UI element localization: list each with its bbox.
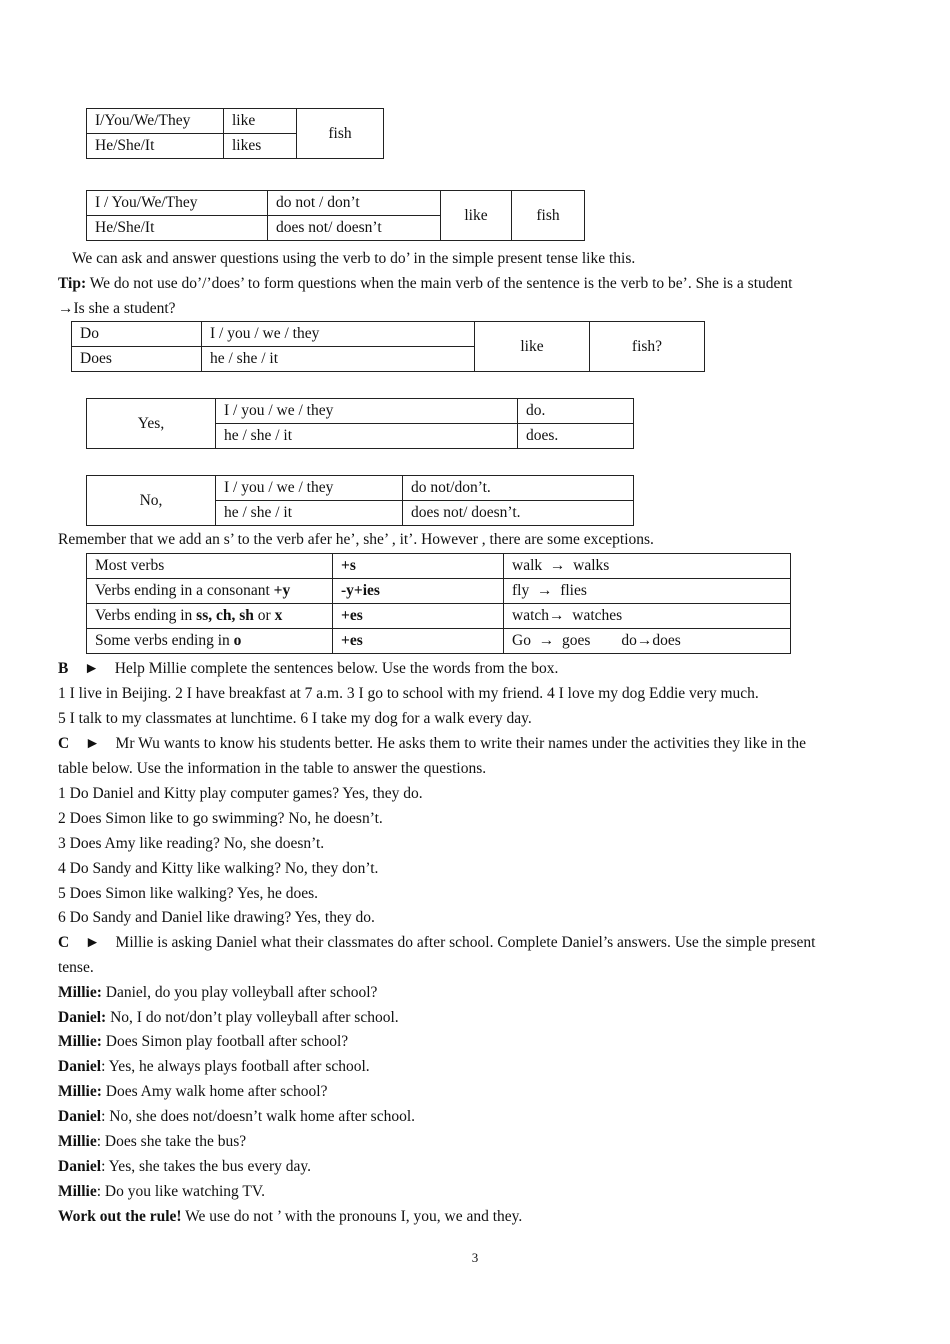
section-instruction: Help Millie complete the sentences below. Use the words from the box. [114,660,559,677]
table-cell: +es [333,629,504,654]
arrow-icon: → [549,557,566,574]
table-cell: Verbs ending in a consonant +y [87,579,333,604]
table-cell: fish [297,109,384,159]
dialogue-line: Millie: Does Simon play football after school? [58,1033,349,1050]
section-letter: C [58,735,70,752]
arrow-icon: → [549,607,565,624]
table-cell: I / you / we / they [216,399,518,424]
section-instruction-cont: tense. [58,959,94,976]
qa-line: 3 Does Amy like reading? No, she doesn’t. [58,835,325,852]
table-cell: walk → walks [504,554,791,579]
tip-label: Tip: [58,275,87,292]
table-cell: fish? [590,322,705,372]
table-cell: +es [333,604,504,629]
speaker: Daniel [58,1108,102,1125]
table-cell: Verbs ending in ss, ch, sh or x [87,604,333,629]
tip-text: We do not use do’/’does’ to form questions when the main verb of the sentence is the verb to be’. She is a student [86,275,793,292]
section-letter: B [58,660,69,677]
speaker: Daniel [58,1058,102,1075]
table-cell: fly → flies [504,579,791,604]
qa-line: 6 Do Sandy and Daniel like drawing? Yes, they do. [58,909,375,926]
table-cell: No, [87,476,216,526]
table-cell: like [441,191,512,241]
table-cell: does not/ doesn’t [268,216,441,241]
table-cell: do. [518,399,634,424]
intro-line: We can ask and answer questions using the verb to do’ in the simple present tense like this. [72,250,636,267]
work-out-label: Work out the rule! [58,1208,182,1225]
table-cell: He/She/It [87,216,268,241]
table-cell: Most verbs [87,554,333,579]
table-cell: Do [72,322,202,347]
yes-answer-table [86,398,634,449]
speaker: Millie: [58,1033,102,1050]
table-cell: does not/ doesn’t. [403,501,634,526]
table-cell: Yes, [87,399,216,449]
section-c2-heading [58,931,815,955]
table-cell: Some verbs ending in o [87,629,333,654]
speaker: Daniel: [58,1009,107,1026]
speaker: Millie [58,1133,97,1150]
table-cell: he / she / it [202,347,475,372]
negative-table [86,190,585,241]
like-table [86,108,384,159]
dialogue-line: Millie: Does she take the bus? [58,1133,247,1150]
qa-line: 1 Do Daniel and Kitty play computer games? Yes, they do. [58,785,423,802]
table-cell: he / she / it [216,501,403,526]
dialogue-line: Daniel: Yes, she takes the bus every day. [58,1158,311,1175]
play-marker-icon: ► [84,735,101,752]
page-number: 3 [471,1250,479,1265]
answer-line: 1 I live in Beijing. 2 I have breakfast at 7 a.m. 3 I go to school with my friend. 4 I love my dog Eddie very much. [58,685,759,702]
speaker: Daniel [58,1158,102,1175]
question-table [71,321,705,372]
table-cell: he / she / it [216,424,518,449]
section-c-heading [58,732,806,756]
table-cell: like [475,322,590,372]
table-cell: do not/don’t. [403,476,634,501]
section-letter: C [58,934,70,951]
section-b-heading [58,657,558,681]
answer-line: 5 I talk to my classmates at lunchtime. 6 I take my dog for a walk every day. [58,710,532,727]
qa-line: 2 Does Simon like to go swimming? No, he doesn’t. [58,810,383,827]
spelling-rules-table [86,553,791,654]
work-out-rule-line: Work out the rule! We use do not ’ with the pronouns I, you, we and they. [58,1208,523,1225]
table-cell: I / you / we / they [216,476,403,501]
section-instruction: Millie is asking Daniel what their classmates do after school. Complete Daniel’s answers. Use the simple present [115,934,816,951]
arrow-icon: → [536,582,553,599]
table-cell: I/You/We/They [87,109,224,134]
table-cell: +s [333,554,504,579]
table-cell: Go → goes do→does [504,629,791,654]
tip-line [58,272,792,296]
play-marker-icon: ► [84,934,101,951]
remember-line: Remember that we add an s’ to the verb afer he’, she’ , it’. However , there are some exceptions. [58,531,654,548]
table-cell: -y+ies [333,579,504,604]
speaker: Millie: [58,984,102,1001]
arrow-icon: → [636,632,653,649]
table-cell: like [224,109,297,134]
table-cell: watch→ watches [504,604,791,629]
table-cell: do not / don’t [268,191,441,216]
speaker: Millie: [58,1083,102,1100]
section-instruction: Mr Wu wants to know his students better. He asks them to write their names under the activities they like in the [115,735,806,752]
play-marker-icon: ► [83,660,100,677]
table-cell: does. [518,424,634,449]
speaker: Millie [58,1183,97,1200]
table-cell: fish [512,191,585,241]
qa-line: 4 Do Sandy and Kitty like walking? No, they don’t. [58,860,379,877]
table-cell: Does [72,347,202,372]
dialogue-line: Daniel: No, I do not/don’t play volleyball after school. [58,1009,399,1026]
table-cell: He/She/It [87,134,224,159]
dialogue-line: Millie: Do you like watching TV. [58,1183,265,1200]
tip-line-2: →Is she a student? [58,300,176,317]
no-answer-table [86,475,634,526]
table-cell: I / You/We/They [87,191,268,216]
dialogue-line: Millie: Does Amy walk home after school? [58,1083,328,1100]
dialogue-line: Millie: Daniel, do you play volleyball after school? [58,984,378,1001]
table-cell: I / you / we / they [202,322,475,347]
section-instruction-cont: table below. Use the information in the table to answer the questions. [58,760,487,777]
dialogue-line: Daniel: Yes, he always plays football after school. [58,1058,370,1075]
qa-line: 5 Does Simon like walking? Yes, he does. [58,885,319,902]
table-cell: likes [224,134,297,159]
arrow-icon: → [538,632,555,649]
dialogue-line: Daniel: No, she does not/doesn’t walk home after school. [58,1108,416,1125]
